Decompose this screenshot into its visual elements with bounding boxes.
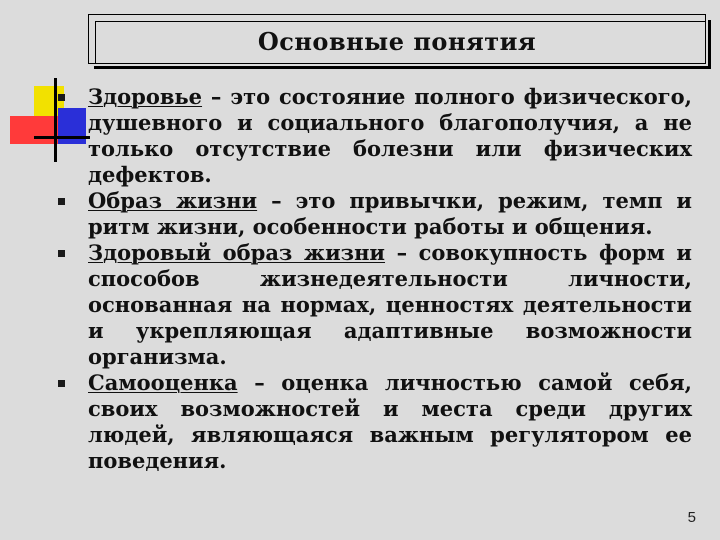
definition-text: – совокупность форм и способов жизнедеятельности личности, основанная на нормах, ценностях деятельности и укрепляющая адаптивные возможности организма. [88, 240, 692, 369]
definition-term: Здоровье [88, 84, 203, 109]
definition-term: Здоровый образ жизни [88, 240, 386, 265]
definition-text: – это состояние полного физического, душевного и социального благополучия, а не только отсутствие болезни или физических дефектов. [88, 84, 692, 187]
definition-item [88, 188, 692, 240]
definition-text: – оценка личностью самой себя, своих возможностей и места среди других людей, являющаяся важным регулятором ее поведения. [88, 370, 692, 473]
bullet-square-icon [58, 250, 65, 257]
definitions-list [88, 84, 692, 474]
slide-title: Основные понятия [257, 27, 537, 56]
decor-horizontal-line [34, 136, 90, 139]
decor-red-block [10, 116, 58, 144]
bullet-square-icon [58, 380, 65, 387]
bullet-square-icon [58, 94, 65, 101]
title-frame [88, 14, 706, 64]
definition-term: Самооценка [88, 370, 238, 395]
definition-item [88, 84, 692, 188]
bullet-square-icon [58, 198, 65, 205]
definition-item [88, 240, 692, 370]
page-number: 5 [687, 509, 696, 526]
definition-term: Образ жизни [88, 188, 258, 213]
decor-vertical-line [54, 78, 57, 162]
definition-text: – это привычки, режим, темп и ритм жизни, особенности работы и общения. [88, 188, 693, 239]
definition-item [88, 370, 692, 474]
